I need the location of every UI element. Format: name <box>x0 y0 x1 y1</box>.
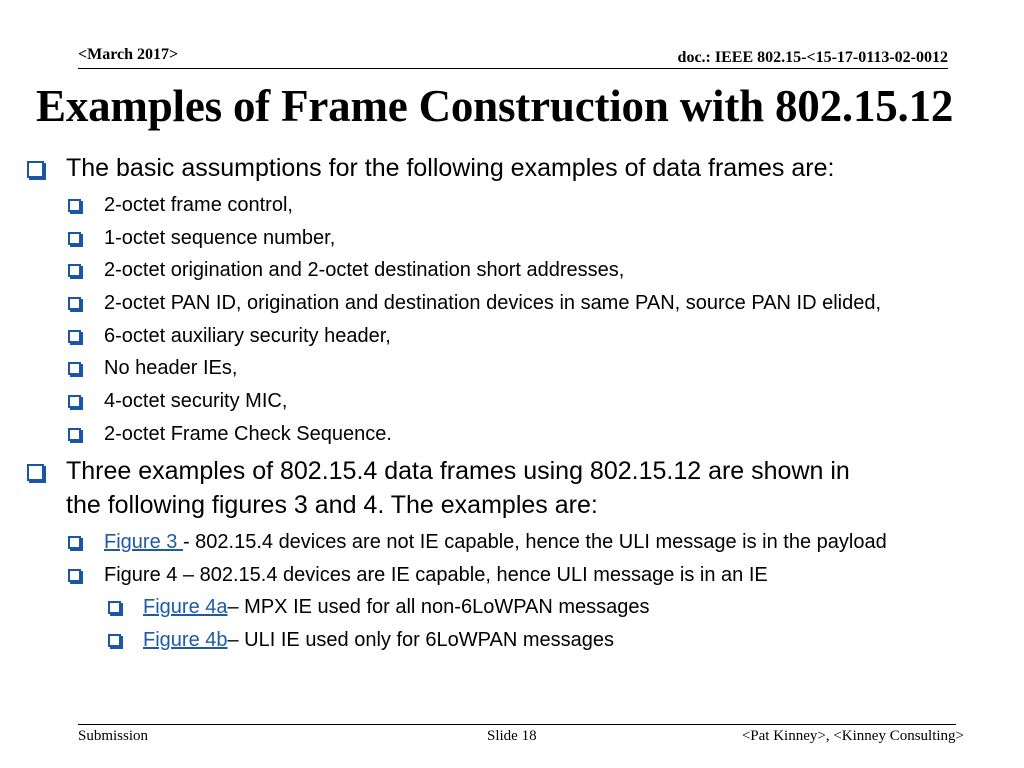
footer-author: <Pat Kinney>, <Kinney Consulting> <box>741 728 964 744</box>
checkbox-bullet-icon <box>68 536 81 549</box>
sub-bullet <box>104 193 293 217</box>
sub-bullet-figure-3 <box>104 530 887 554</box>
sub-bullet-figure-4 <box>104 563 768 587</box>
checkbox-bullet-icon <box>68 297 81 310</box>
figure-4a-link[interactable]: Figure 4a <box>143 596 228 618</box>
sub-bullet <box>104 389 287 413</box>
checkbox-bullet-icon <box>68 569 81 582</box>
bullet-examples-continued <box>66 489 598 522</box>
figure-4b-description: – ULI IE used only for 6LoWPAN messages <box>227 629 614 651</box>
bullet-assumptions <box>66 152 834 185</box>
figure-3-link[interactable]: Figure 3 <box>104 531 183 553</box>
sub-bullet-text: 2-octet frame control, <box>104 194 293 216</box>
checkbox-bullet-icon <box>68 395 81 408</box>
sub-bullet <box>104 324 391 348</box>
sub-sub-bullet-figure-4b <box>143 628 614 652</box>
bullet-text: The basic assumptions for the following examples of data frames are: <box>66 154 835 182</box>
checkbox-bullet-icon <box>68 232 81 245</box>
sub-bullet <box>104 422 392 446</box>
sub-bullet <box>104 356 237 380</box>
figure-4-description: Figure 4 – 802.15.4 devices are IE capable, hence ULI message is in an IE <box>104 564 768 586</box>
checkbox-bullet-icon <box>27 464 44 481</box>
checkbox-bullet-icon <box>108 601 121 614</box>
header-date: <March 2017> <box>78 46 179 63</box>
sub-bullet-text: 2-octet Frame Check Sequence. <box>104 423 392 445</box>
sub-sub-bullet-figure-4a <box>143 595 650 619</box>
bullet-text-line1: Three examples of 802.15.4 data frames using 802.15.12 are shown in <box>66 457 850 485</box>
sub-bullet-text: No header IEs, <box>104 357 238 379</box>
sub-bullet <box>104 291 881 315</box>
checkbox-bullet-icon <box>27 161 44 178</box>
checkbox-bullet-icon <box>68 428 81 441</box>
checkbox-bullet-icon <box>68 199 81 212</box>
bullet-text-line2: the following figures 3 and 4. The examples are: <box>66 491 598 519</box>
sub-bullet <box>104 258 624 282</box>
checkbox-bullet-icon <box>68 330 81 343</box>
figure-4b-link[interactable]: Figure 4b <box>143 629 228 651</box>
header-doc-id: doc.: IEEE 802.15-<15-17-0113-02-0012 <box>677 49 948 66</box>
footer-submission: Submission <box>78 728 149 744</box>
bullet-examples <box>66 455 850 488</box>
figure-3-description: - 802.15.4 devices are not IE capable, hence the ULI message is in the payload <box>182 531 887 553</box>
slide-title: Examples of Frame Construction with 802.15.12 <box>36 81 954 131</box>
footer-divider <box>78 724 956 725</box>
sub-bullet <box>104 226 335 250</box>
checkbox-bullet-icon <box>68 362 81 375</box>
footer-slide-number: Slide 18 <box>487 728 537 744</box>
checkbox-bullet-icon <box>68 264 81 277</box>
checkbox-bullet-icon <box>108 634 121 647</box>
sub-bullet-text: 2-octet PAN ID, origination and destination devices in same PAN, source PAN ID elided, <box>104 292 882 314</box>
figure-4a-description: – MPX IE used for all non-6LoWPAN messages <box>227 596 650 618</box>
sub-bullet-text: 2-octet origination and 2-octet destination short addresses, <box>104 259 625 281</box>
sub-bullet-text: 6-octet auxiliary security header, <box>104 325 391 347</box>
header-divider <box>78 68 948 69</box>
sub-bullet-text: 4-octet security MIC, <box>104 390 288 412</box>
sub-bullet-text: 1-octet sequence number, <box>104 227 336 249</box>
